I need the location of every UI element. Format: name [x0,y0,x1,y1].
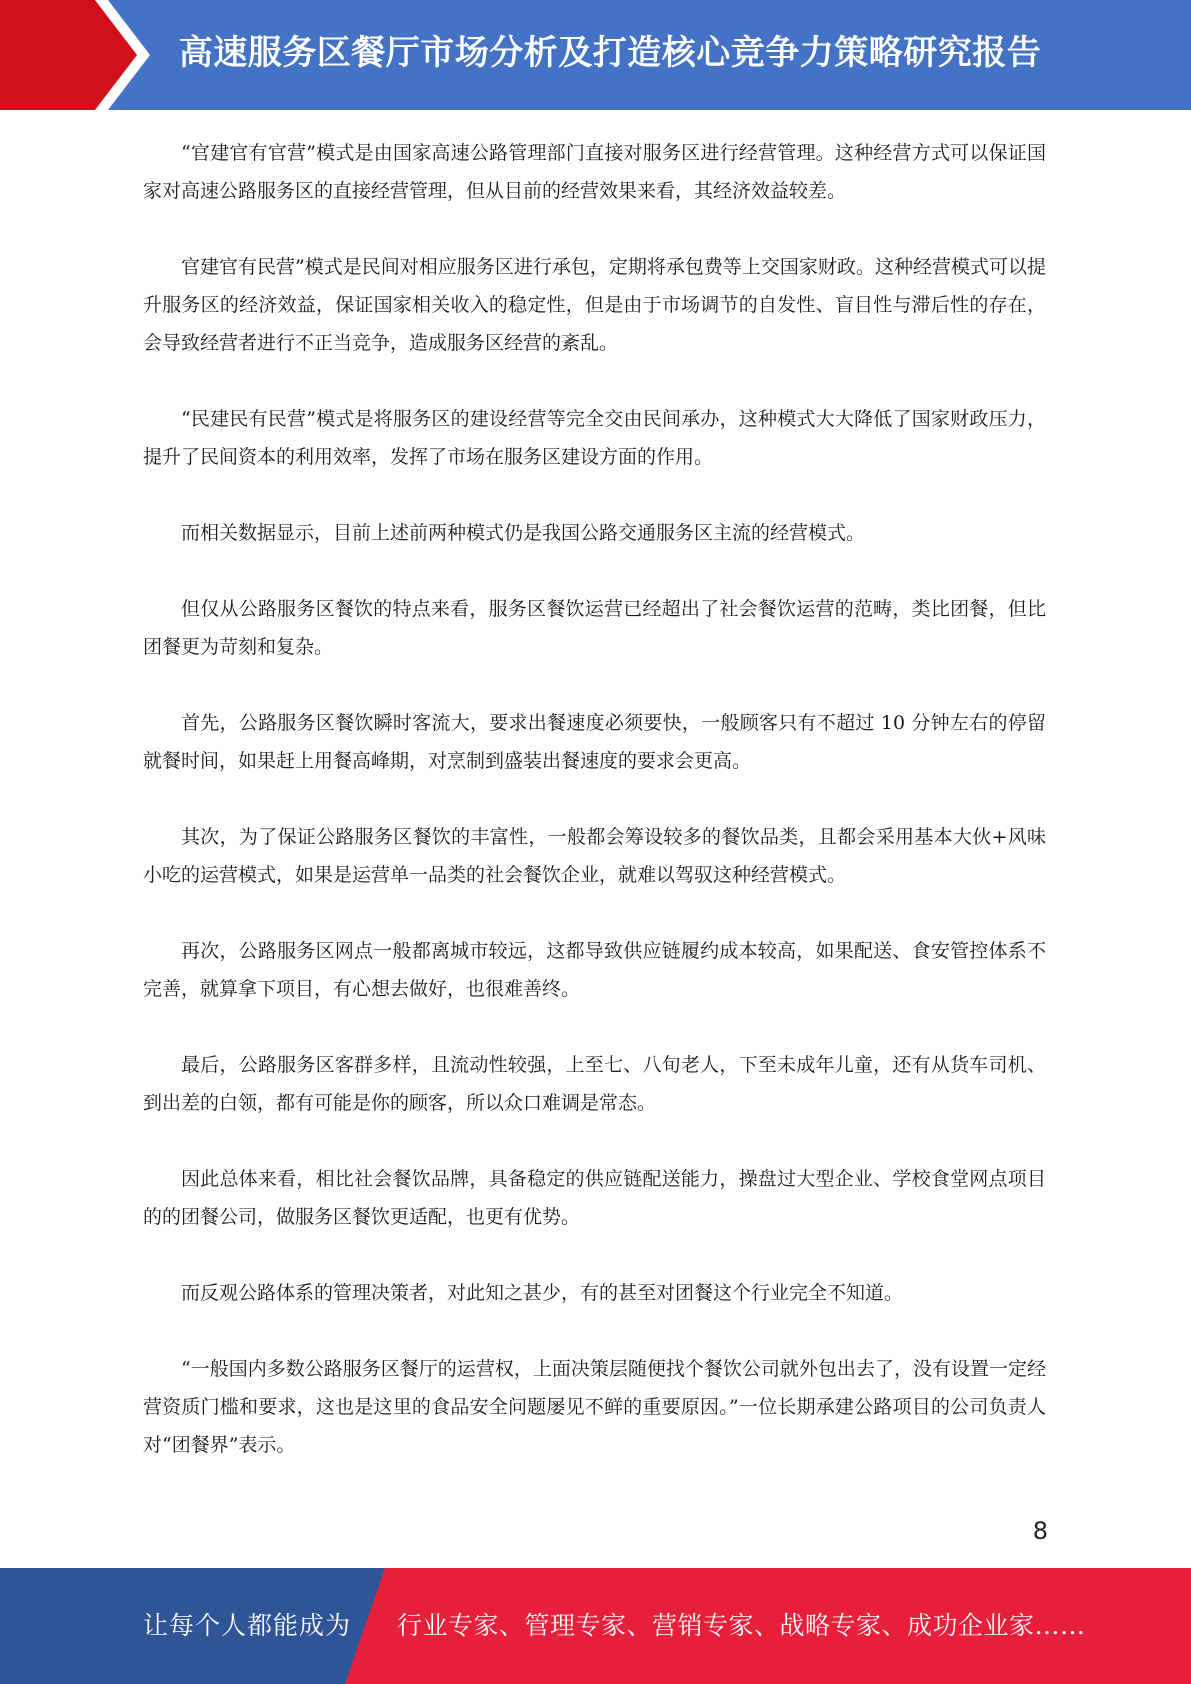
paragraph: “一般国内多数公路服务区餐厅的运营权，上面决策层随便找个餐饮公司就外包出去了，没有设置一定经营资质门槛和要求，这也是这里的食品安全问题屡见不鲜的重要原因。”一位长期承建公路项目的公司负责人对“团餐界”表示。 [143,1358,1046,1456]
paragraph: 最后，公路服务区客群多样，且流动性较强，上至七、八旬老人，下至未成年儿童，还有从货车司机、到出差的白领，都有可能是你的顾客，所以众口难调是常态。 [143,1054,1046,1114]
footer-slogan-left: 让每个人都能成为 [143,1611,352,1640]
paragraph: “官建官有官营”模式是由国家高速公路管理部门直接对服务区进行经营管理。这种经营方式可以保证国家对高速公路服务区的直接经营管理，但从目前的经营效果来看，其经济效益较差。 [143,142,1046,202]
paragraph: 而相关数据显示，目前上述前两种模式仍是我国公路交通服务区主流的经营模式。 [181,522,866,544]
paragraph: 官建官有民营”模式是民间对相应服务区进行承包，定期将承包费等上交国家财政。这种经营模式可以提升服务区的经济效益，保证国家相关收入的稳定性，但是由于市场调节的自发性、盲目性与滞后性的存在，会导致经营者进行不正当竞争，造成服务区经营的紊乱。 [143,256,1046,354]
paragraph: “民建民有民营”模式是将服务区的建设经营等完全交由民间承办，这种模式大大降低了国家财政压力，提升了民间资本的利用效率，发挥了市场在服务区建设方面的作用。 [143,408,1046,468]
paragraph: 其次，为了保证公路服务区餐饮的丰富性，一般都会筹设较多的餐饮品类，且都会采用基本大伙+风味小吃的运营模式，如果是运营单一品类的社会餐饮企业，就难以驾驭这种经营模式。 [143,826,1046,886]
page-number: 8 [1032,1517,1048,1545]
header-red-arrow [0,0,150,110]
paragraph: 但仅从公路服务区餐饮的特点来看，服务区餐饮运营已经超出了社会餐饮运营的范畴，类比团餐，但比团餐更为苛刻和复杂。 [143,598,1046,658]
paragraph: 而反观公路体系的管理决策者，对此知之甚少，有的甚至对团餐这个行业完全不知道。 [181,1282,904,1304]
paragraph: 首先，公路服务区餐饮瞬时客流大，要求出餐速度必须要快，一般顾客只有不超过 10 分钟左右的停留就餐时间，如果赶上用餐高峰期，对烹制到盛装出餐速度的要求会更高。 [143,712,1046,772]
paragraph: 再次，公路服务区网点一般都离城市较远，这都导致供应链履约成本较高，如果配送、食安管控体系不完善，就算拿下项目，有心想去做好，也很难善终。 [143,940,1046,1000]
paragraph: 因此总体来看，相比社会餐饮品牌，具备稳定的供应链配送能力，操盘过大型企业、学校食堂网点项目的的团餐公司，做服务区餐饮更适配，也更有优势。 [143,1168,1046,1228]
report-body [143,134,1046,1502]
header-banner [0,0,1191,110]
footer-slogan-right: 行业专家、管理专家、营销专家、战略专家、成功企业家…… [397,1611,1086,1640]
report-title: 高速服务区餐厅市场分析及打造核心竞争力策略研究报告 [178,33,1042,73]
footer-banner [0,1568,1191,1684]
